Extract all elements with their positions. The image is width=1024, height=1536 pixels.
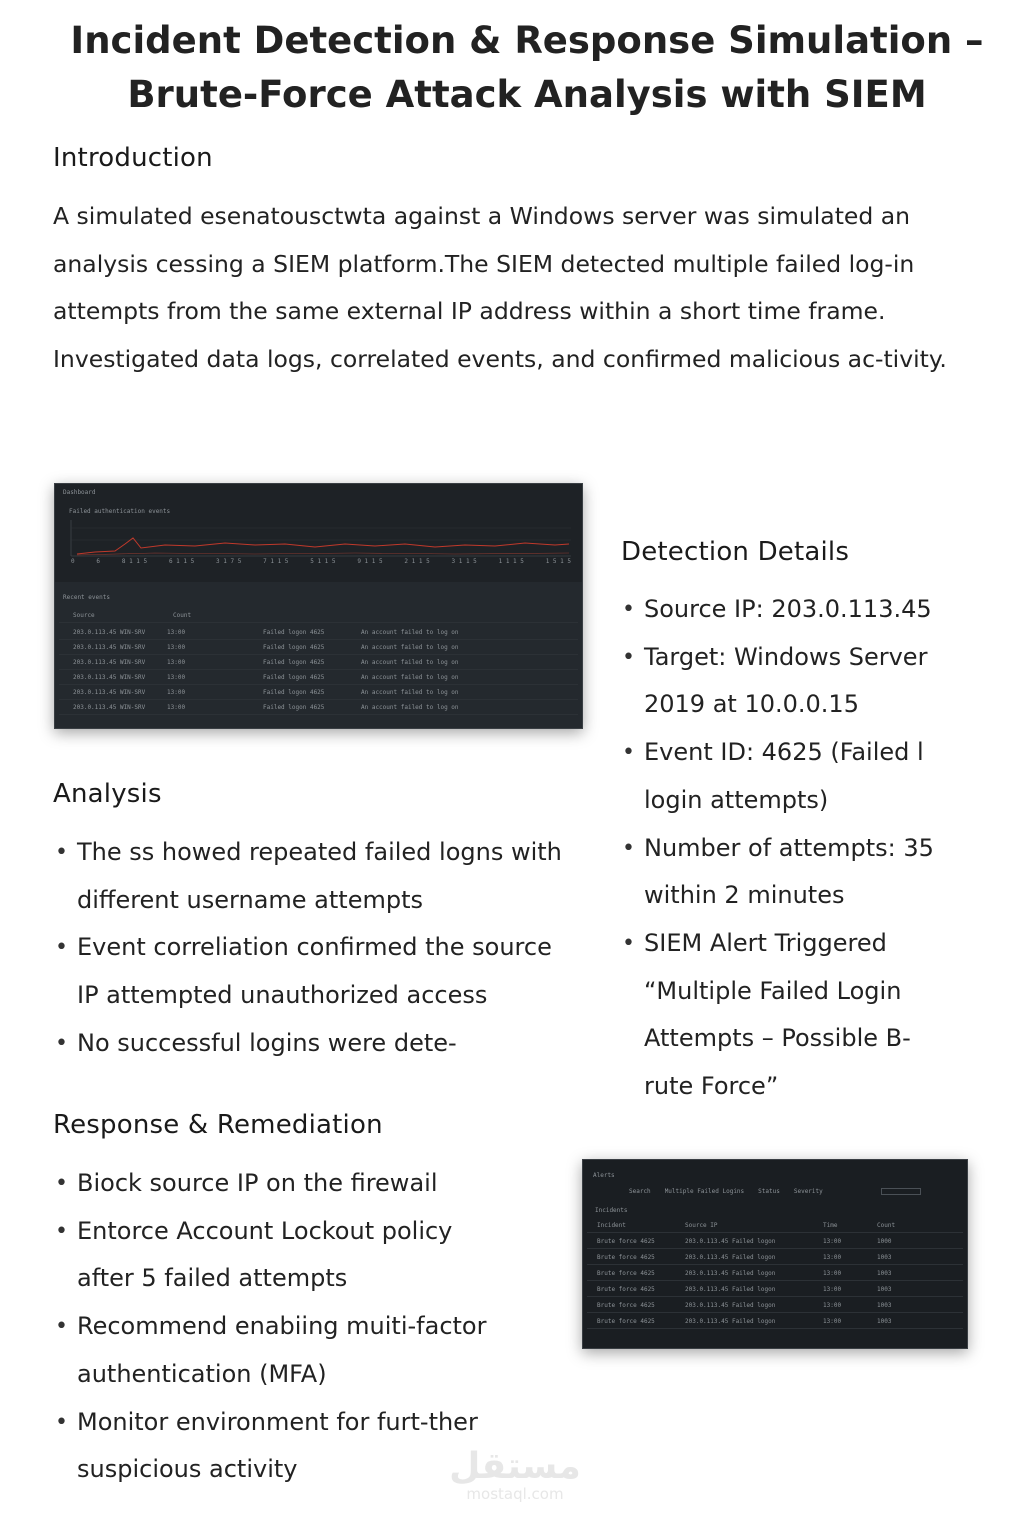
list-item: • Recommend enabiing muiti-factor authentication (MFA): [53, 1303, 513, 1398]
siem-dashboard-screenshot: [54, 483, 583, 729]
table-row: 203.0.113.45 WIN-SRV 13:00 Failed logon 4625 An account failed to log on: [59, 640, 578, 655]
screenshot-section-label: Incidents: [595, 1207, 628, 1214]
table-row: Brute force 4625 203.0.113.45 Failed logon 13:00 1003: [587, 1266, 963, 1281]
table-row: Brute force 4625 203.0.113.45 Failed logon 13:00 1003: [587, 1282, 963, 1297]
table-header: Source Count: [59, 608, 578, 623]
list-item: • No successful logins were dete-: [53, 1020, 573, 1068]
screenshot-window-title: Dashboard: [63, 489, 96, 496]
table-row: Brute force 4625 203.0.113.45 Failed logon 13:00 1003: [587, 1250, 963, 1265]
failed-logins-line-chart: [55, 514, 583, 574]
list-item: • Source IP: 203.0.113.45: [620, 586, 950, 634]
table-row: Brute force 4625 203.0.113.45 Failed logon 13:00 1003: [587, 1298, 963, 1313]
list-item: • Event correliation confirmed the source IP attempted unauthorized access: [53, 924, 573, 1019]
table-row: 203.0.113.45 WIN-SRV 13:00 Failed logon 4625 An account failed to log on: [59, 670, 578, 685]
table-row: 203.0.113.45 WIN-SRV 13:00 Failed logon 4625 An account failed to log on: [59, 685, 578, 700]
screenshot-window-title: Alerts: [593, 1172, 615, 1179]
introduction-heading: Introduction: [53, 143, 213, 173]
list-item: • Event ID: 4625 (Failed l login attempts): [620, 729, 950, 824]
screenshot-search-box: [881, 1188, 921, 1195]
watermark-arabic: مستقل: [449, 1446, 581, 1487]
detection-heading: Detection Details: [621, 537, 850, 567]
analysis-list: [53, 829, 573, 1068]
title-line-2: Brute-Force Attack Analysis with SIEM: [127, 73, 927, 116]
watermark-latin: mostaql.com: [466, 1485, 564, 1503]
list-item: • Entorce Account Lockout policy after 5 failed attempts: [53, 1208, 513, 1303]
table-row: Brute force 4625 203.0.113.45 Failed logon 13:00 1000: [587, 1234, 963, 1249]
list-item: • Target: Windows Server 2019 at 10.0.0.15: [620, 634, 950, 729]
list-item: • The ss howed repeated failed logns with different username attempts: [53, 829, 573, 924]
table-row: 203.0.113.45 WIN-SRV 13:00 Failed logon 4625 An account failed to log on: [59, 700, 578, 715]
screenshot-section-label: Recent events: [63, 594, 110, 601]
list-item: • Number of attempts: 35 within 2 minutes: [620, 825, 950, 920]
table-row: Brute force 4625 203.0.113.45 Failed logon 13:00 1003: [587, 1314, 963, 1329]
mostaql-watermark: [445, 1448, 585, 1502]
title-line-1: Incident Detection & Response Simulation –: [70, 19, 984, 62]
response-list: [53, 1160, 513, 1494]
list-item: • SIEM Alert Triggered “Multiple Failed Login Attempts – Possible B-rute Force”: [620, 920, 950, 1111]
table-row: 203.0.113.45 WIN-SRV 13:00 Failed logon 4625 An account failed to log on: [59, 625, 578, 640]
detection-list: [620, 586, 950, 1111]
response-heading: Response & Remediation: [53, 1110, 383, 1140]
table-row: 203.0.113.45 WIN-SRV 13:00 Failed logon 4625 An account failed to log on: [59, 655, 578, 670]
page-title: [0, 14, 1024, 122]
screenshot-toolbar: Search Multiple Failed Logins Status Severity: [629, 1188, 823, 1195]
failed-logins-series: [77, 538, 569, 554]
list-item: • Monitor environment for furt-ther suspicious activity: [53, 1399, 513, 1494]
introduction-body: A simulated esenatousctwta against a Windows server was simulated an analysis cessing a SIEM platform.The SIEM detected multiple failed log-in attempts from the same external IP address within a short time frame. Investigated data logs, correlated events, and confirmed malicious ac-tivity.: [53, 202, 947, 373]
analysis-heading: Analysis: [53, 779, 162, 809]
table-header: Incident Source IP Time Count: [587, 1218, 963, 1233]
screenshot-chart-title: Failed authentication events: [69, 508, 171, 515]
siem-alerts-screenshot: [582, 1159, 968, 1349]
chart-x-ticks: 0 6 8 1 1 5 6 1 1 5 3 1 7 5 7 1 1 5 5 1 1 5 9 1 1 5 2 1 1 5 3 1 1 5 1 1 1 5 1 5 1 5: [71, 558, 571, 565]
list-item: • Biock source IP on the firewail: [53, 1160, 513, 1208]
